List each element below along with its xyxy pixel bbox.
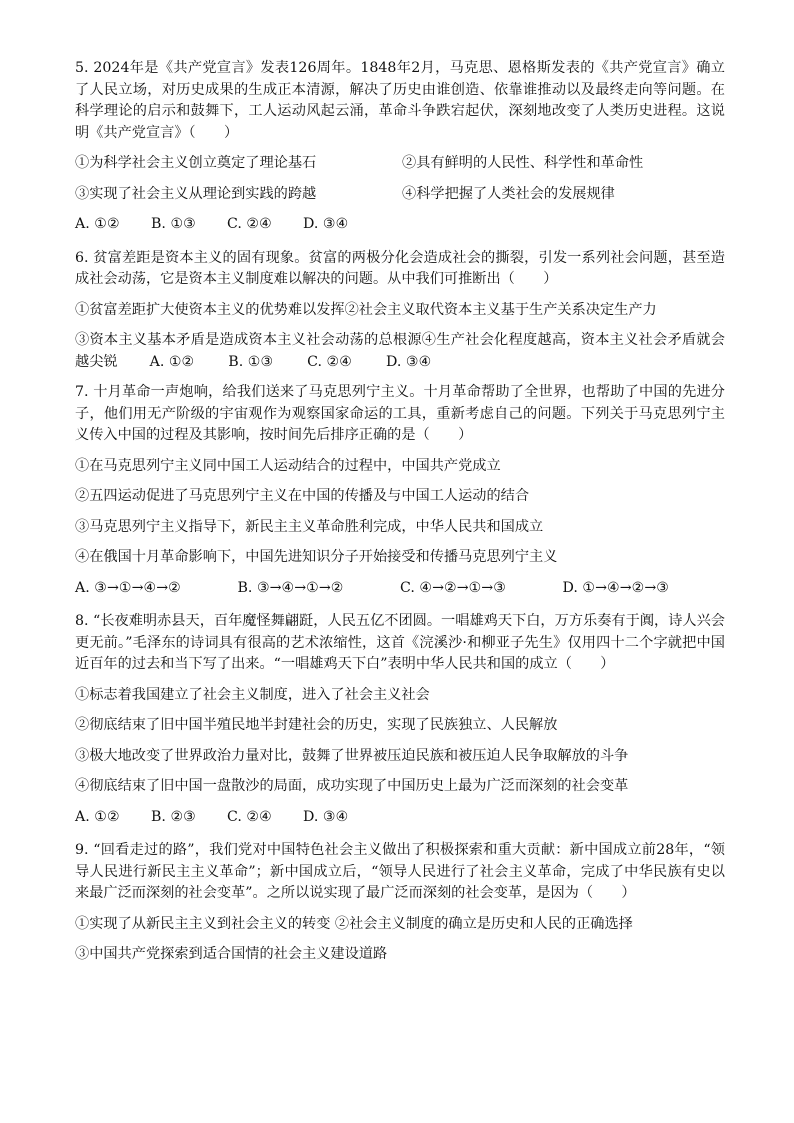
question-5-options-row-2 bbox=[75, 184, 725, 206]
question-8-stem: 8. “长夜难明赤县天，百年魔怪舞翩跹，人民五亿不团圆。一唱雄鸡天下白，万方乐奏有于阗，诗人兴会更无前。”毛泽东的诗词具有很高的艺术浓缩性，这首《浣溪沙·和柳亚子先生》仅用四十二个字就把中国近百年的过去和当下写了出来。“一唱雄鸡天下白”表明中华人民共和国的成立（ ） bbox=[75, 613, 725, 672]
question-8-option-3[interactable]: ③极大地改变了世界政治力量对比，鼓舞了世界被压迫民族和被压迫人民争取解放的斗争 bbox=[75, 747, 629, 764]
question-9-options-1-2[interactable]: ①实现了从新民主主义到社会主义的转变 ②社会主义制度的确立是历史和人民的正确选择 bbox=[75, 915, 633, 932]
question-9-option-3[interactable]: ③中国共产党探索到适合国情的社会主义建设道路 bbox=[75, 946, 388, 962]
question-5-stem: 5. 2024年是《共产党宣言》发表126周年。1848年2月，马克思、恩格斯发表的《共产党宣言》确立了人民立场，对历史成果的生成正本清源，解决了历史由谁创造、依靠谁推动以及最终走向等问题。在科学理论的启示和鼓舞下，工人运动风起云涌，革命斗争跌宕起伏，深刻地改变了人类历史进程。这说明《共产党宣言》（ ） bbox=[75, 60, 725, 141]
question-6-options-1-2[interactable]: ①贫富差距扩大使资本主义的优势难以发挥②社会主义取代资本主义基于生产关系决定生产力 bbox=[75, 301, 657, 318]
question-5-choice-a[interactable]: A. ①② bbox=[75, 216, 120, 232]
question-7-choice-b[interactable]: B. ③→④→①→② bbox=[237, 579, 344, 596]
question-5-option-2[interactable]: ②具有鲜明的人民性、科学性和革命性 bbox=[402, 155, 644, 171]
question-7-option-1[interactable]: ①在马克思列宁主义同中国工人运动结合的过程中，中国共产党成立 bbox=[75, 457, 501, 474]
question-7-option-4[interactable]: ④在俄国十月革命影响下，中国先进知识分子开始接受和传播马克思列宁主义 bbox=[75, 549, 558, 565]
question-8-choice-c[interactable]: C. ②④ bbox=[227, 808, 272, 825]
question-6 bbox=[75, 248, 725, 374]
question-5 bbox=[75, 58, 725, 236]
question-5-choices bbox=[75, 214, 725, 236]
exam-page bbox=[75, 58, 725, 975]
question-5-option-4[interactable]: ④科学把握了人类社会的发展规律 bbox=[402, 185, 615, 202]
question-6-options-3-4[interactable]: ③资本主义基本矛盾是造成资本主义社会动荡的总根源④生产社会化程度越高，资本主义社会矛盾就会越尖锐 bbox=[75, 332, 725, 370]
question-5-option-1[interactable]: ①为科学社会主义创立奠定了理论基石 bbox=[75, 155, 317, 171]
question-8-option-2[interactable]: ②彻底结束了旧中国半殖民地半封建社会的历史，实现了民族独立、人民解放 bbox=[75, 717, 558, 733]
question-5-option-3[interactable]: ③实现了社会主义从理论到实践的跨越 bbox=[75, 185, 317, 202]
question-5-choice-d[interactable]: D. ③④ bbox=[303, 216, 349, 232]
question-6-choice-c[interactable]: C. ②④ bbox=[307, 353, 352, 370]
question-7-choice-d[interactable]: D. ①→④→②→③ bbox=[562, 579, 669, 596]
question-5-options-row-1 bbox=[75, 153, 725, 175]
question-6-choice-d[interactable]: D. ③④ bbox=[385, 353, 432, 370]
question-8-choice-a[interactable]: A. ①② bbox=[75, 808, 120, 825]
question-8-option-4[interactable]: ④彻底结束了旧中国一盘散沙的局面，成功实现了中国历史上最为广泛而深刻的社会变革 bbox=[75, 778, 629, 794]
question-7-choice-a[interactable]: A. ③→①→④→② bbox=[75, 579, 181, 596]
question-6-choice-a[interactable]: A. ①② bbox=[149, 353, 195, 370]
question-8-choice-b[interactable]: B. ②③ bbox=[151, 808, 196, 825]
question-7-choice-c[interactable]: C. ④→②→①→③ bbox=[400, 579, 506, 596]
question-6-choices bbox=[118, 354, 432, 370]
question-6-stem: 6. 贫富差距是资本主义的固有现象。贫富的两极分化会造成社会的撕裂，引发一系列社会问题，甚至造成社会动荡，它是资本主义制度难以解决的问题。从中我们可推断出（ ） bbox=[75, 249, 725, 287]
question-8 bbox=[75, 611, 725, 828]
question-7-choices bbox=[75, 578, 725, 600]
question-6-options-3-4-line bbox=[75, 330, 725, 373]
question-6-choice-b[interactable]: B. ①③ bbox=[228, 353, 274, 370]
question-9-stem: 9. “回看走过的路”，我们党对中国特色社会主义做出了积极探索和重大贡献：新中国成立前28年，“领导人民进行新民主主义革命”；新中国成立后，“领导人民进行了社会主义革命，完成了中华民族有史以来最广泛而深刻的社会变革”。之所以说实现了最广泛而深刻的社会变革，是因为（ ） bbox=[75, 842, 725, 901]
question-7-option-3[interactable]: ③马克思列宁主义指导下，新民主主义革命胜利完成，中华人民共和国成立 bbox=[75, 518, 544, 535]
question-8-option-1[interactable]: ①标志着我国建立了社会主义制度，进入了社会主义社会 bbox=[75, 686, 430, 703]
question-8-choice-d[interactable]: D. ③④ bbox=[303, 808, 349, 825]
question-9 bbox=[75, 840, 725, 966]
question-7 bbox=[75, 382, 725, 599]
question-5-choice-c[interactable]: C. ②④ bbox=[227, 216, 272, 232]
question-5-choice-b[interactable]: B. ①③ bbox=[151, 216, 196, 232]
question-7-stem: 7. 十月革命一声炮响，给我们送来了马克思列宁主义。十月革命帮助了全世界，也帮助了中国的先进分子，他们用无产阶级的宇宙观作为观察国家命运的工具，重新考虑自己的问题。下列关于马克思列宁主义传入中国的过程及其影响，按时间先后排序正确的是（ ） bbox=[75, 384, 725, 443]
question-8-choices bbox=[75, 807, 725, 829]
question-7-option-2[interactable]: ②五四运动促进了马克思列宁主义在中国的传播及与中国工人运动的结合 bbox=[75, 488, 530, 504]
